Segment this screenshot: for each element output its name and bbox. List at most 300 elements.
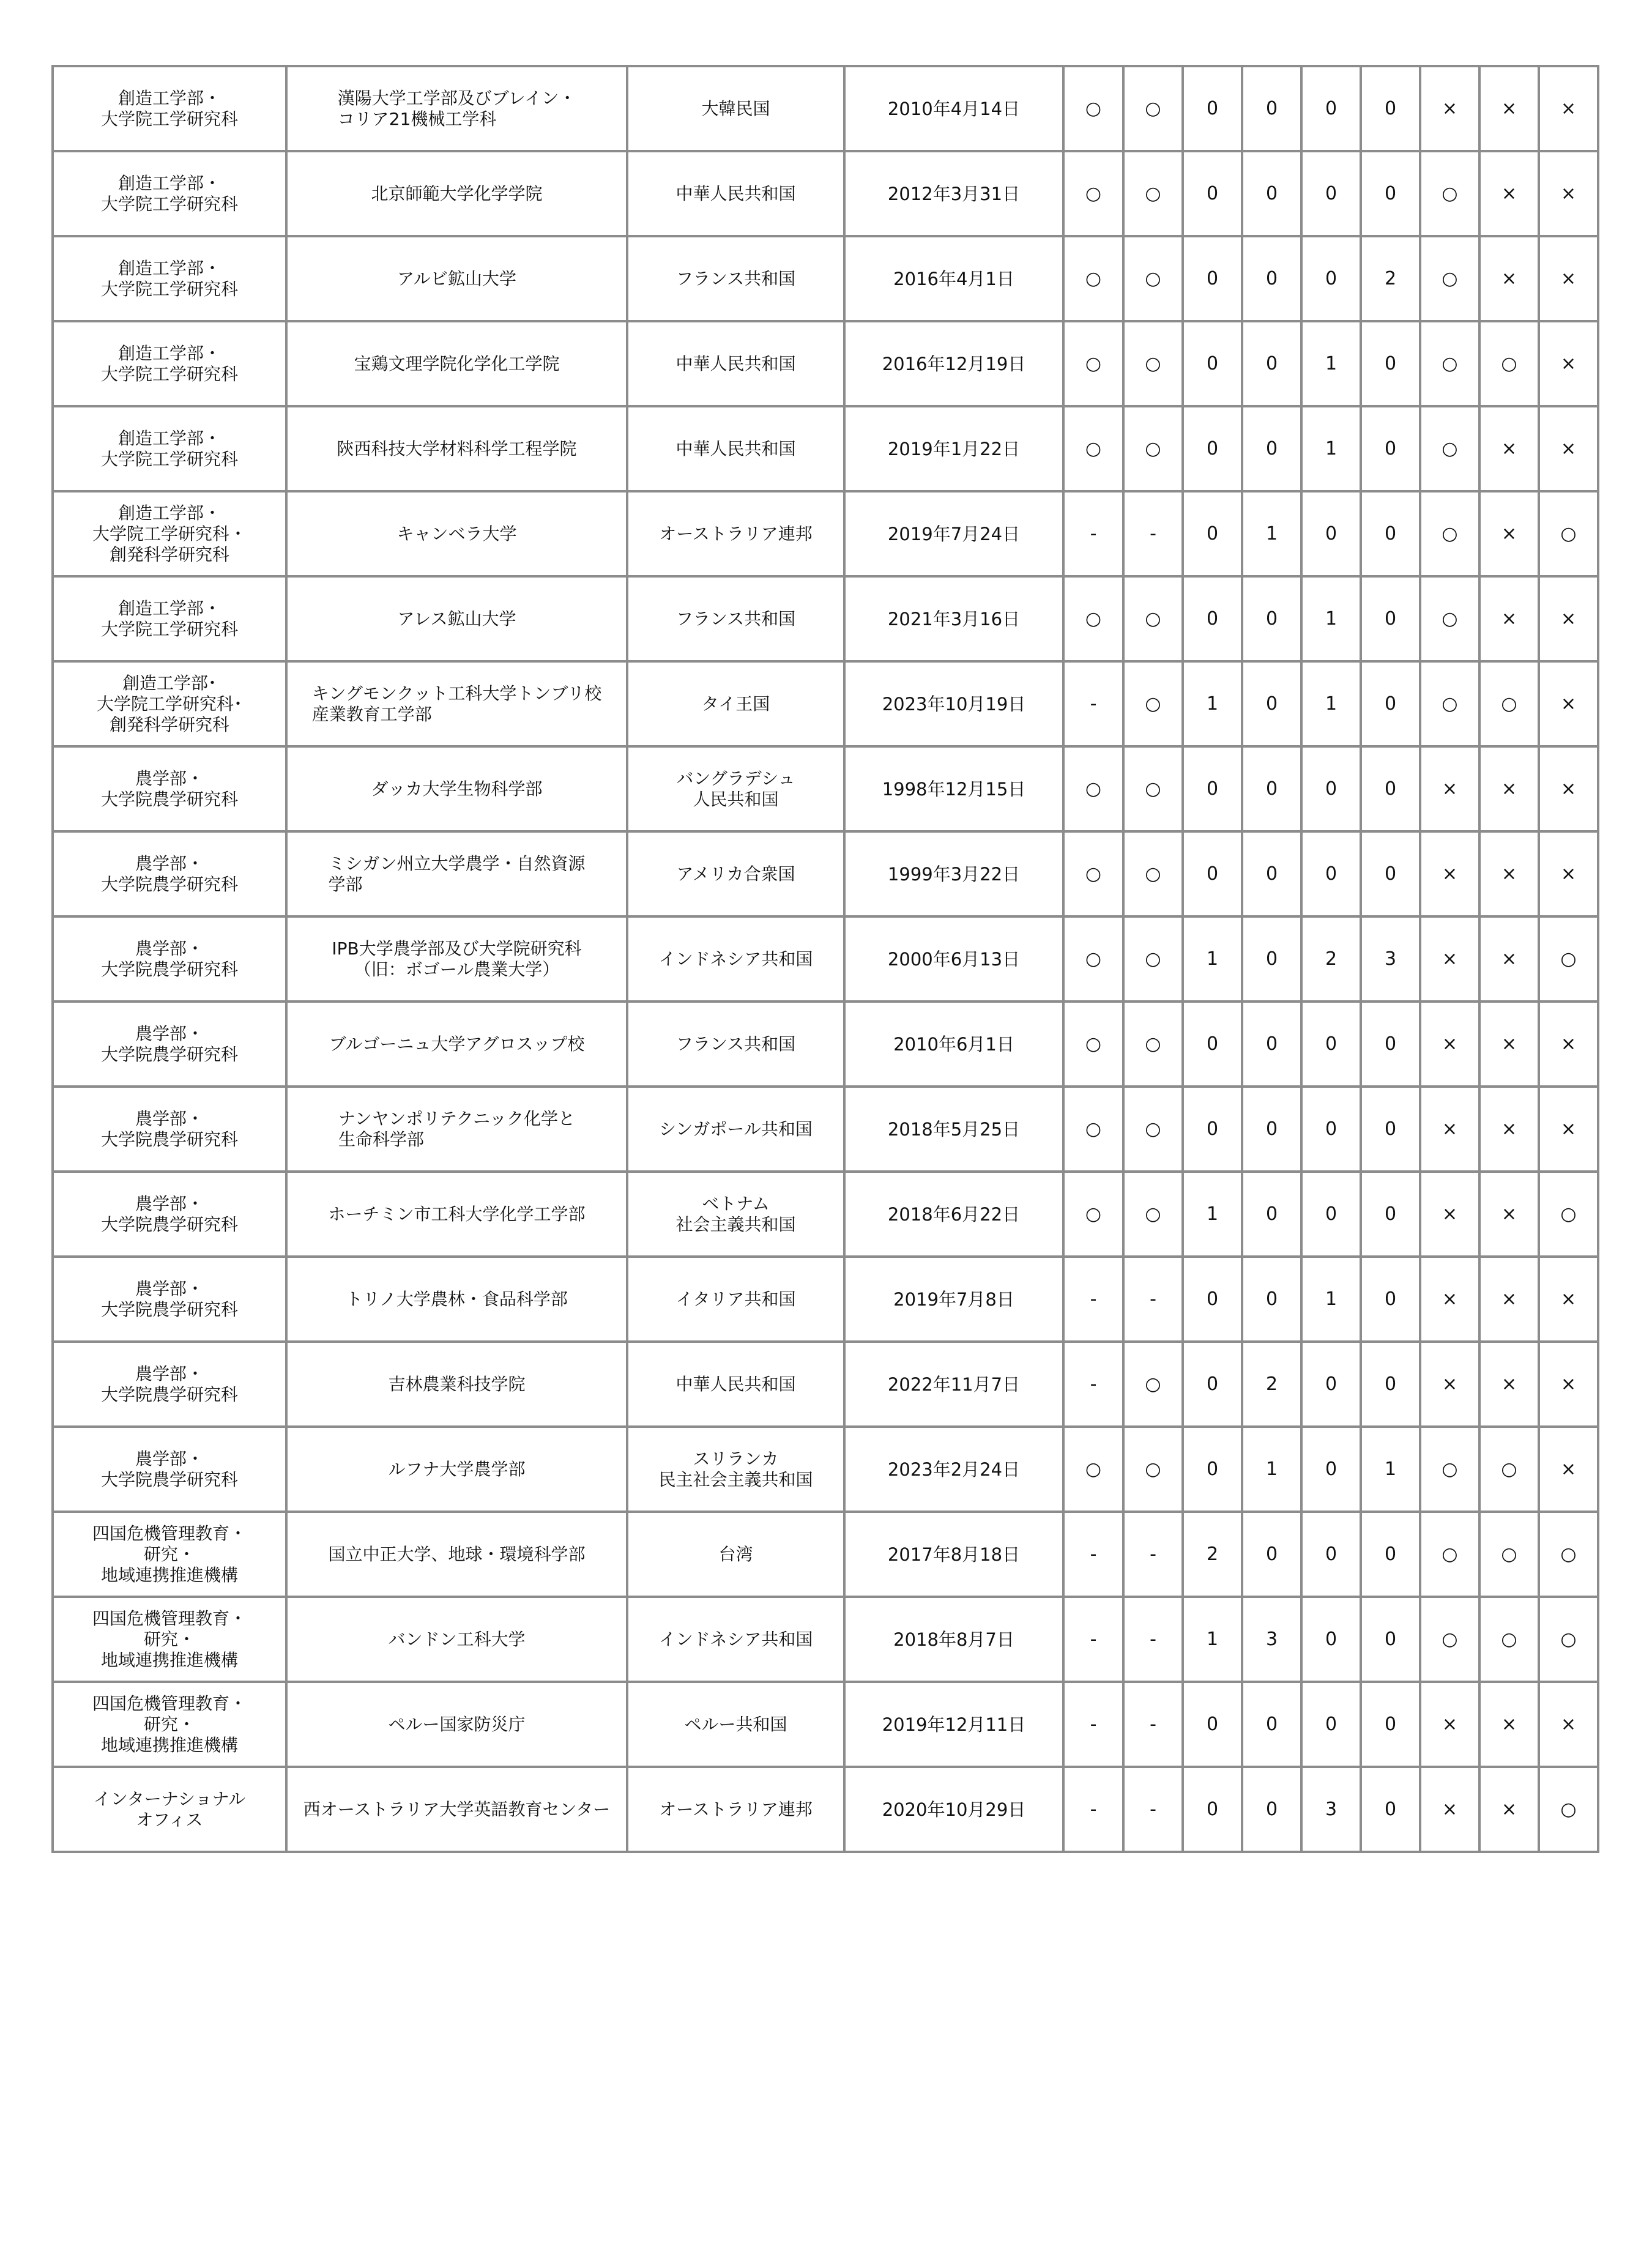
status-mark-cell-2: ○ — [1123, 1087, 1183, 1172]
agreement-date-cell: 2019年1月22日 — [844, 406, 1063, 491]
partner-institution-cell-text: ホーチミン市工科大学化学工学部 — [328, 1203, 586, 1224]
status-mark-cell-4: × — [1479, 1682, 1539, 1767]
partner-institution-cell-text: キャンベラ大学 — [396, 523, 517, 544]
count-cell-2: 1 — [1242, 491, 1301, 576]
department-cell-text: 創造工学部・ 大学院工学研究科・ 創発科学研究科 — [92, 502, 247, 565]
partner-institution-cell — [286, 236, 627, 321]
table-row — [53, 491, 1598, 576]
partner-institution-cell-text: 吉林農業科技学院 — [388, 1373, 526, 1394]
count-cell-2: 0 — [1242, 66, 1301, 151]
status-mark-cell-2: - — [1123, 1512, 1183, 1597]
department-cell-text: 農学部・ 大学院農学研究科 — [100, 938, 238, 979]
status-mark-cell-4: × — [1479, 1087, 1539, 1172]
table-row — [53, 1172, 1598, 1257]
status-mark-cell-1: - — [1063, 1767, 1123, 1852]
count-cell-2: 3 — [1242, 1597, 1301, 1682]
partner-institution-cell — [286, 406, 627, 491]
partner-institution-cell — [286, 1512, 627, 1597]
count-cell-3: 0 — [1301, 66, 1361, 151]
status-mark-cell-4: × — [1479, 1767, 1539, 1852]
count-cell-4: 2 — [1361, 236, 1420, 321]
table-row — [53, 916, 1598, 1002]
department-cell-text: 四国危機管理教育・ 研究・ 地域連携推進機構 — [92, 1608, 247, 1670]
count-cell-4: 0 — [1361, 1767, 1420, 1852]
count-cell-2: 0 — [1242, 151, 1301, 236]
department-cell — [53, 236, 286, 321]
partner-institution-cell — [286, 831, 627, 916]
status-mark-cell-3: × — [1420, 1257, 1479, 1342]
department-cell — [53, 1597, 286, 1682]
count-cell-1: 1 — [1183, 1597, 1242, 1682]
country-cell-text: 台湾 — [718, 1544, 753, 1564]
status-mark-cell-1: ○ — [1063, 1002, 1123, 1087]
department-cell-text: 農学部・ 大学院農学研究科 — [100, 1108, 238, 1150]
count-cell-3: 0 — [1301, 1427, 1361, 1512]
count-cell-4: 0 — [1361, 1512, 1420, 1597]
table-row — [53, 1767, 1598, 1852]
status-mark-cell-3: × — [1420, 1767, 1479, 1852]
country-cell-text: フランス共和国 — [675, 268, 796, 289]
status-mark-cell-2: ○ — [1123, 831, 1183, 916]
partner-institution-cell — [286, 1682, 627, 1767]
count-cell-1: 0 — [1183, 1427, 1242, 1512]
department-cell — [53, 151, 286, 236]
count-cell-2: 0 — [1242, 576, 1301, 661]
count-cell-2: 0 — [1242, 916, 1301, 1002]
status-mark-cell-3: × — [1420, 1682, 1479, 1767]
status-mark-cell-5: × — [1539, 1427, 1598, 1512]
table-row — [53, 1682, 1598, 1767]
agreement-date-cell: 2022年11月7日 — [844, 1342, 1063, 1427]
count-cell-4: 0 — [1361, 1002, 1420, 1087]
partner-institution-cell-text: ナンヤンポリテクニック化学と 生命科学部 — [338, 1108, 575, 1150]
status-mark-cell-1: - — [1063, 661, 1123, 746]
status-mark-cell-1: ○ — [1063, 321, 1123, 406]
partner-institution-cell — [286, 576, 627, 661]
status-mark-cell-3: × — [1420, 1087, 1479, 1172]
status-mark-cell-5: ○ — [1539, 491, 1598, 576]
table-row — [53, 1512, 1598, 1597]
table-row — [53, 746, 1598, 831]
count-cell-1: 0 — [1183, 1342, 1242, 1427]
department-cell — [53, 406, 286, 491]
partner-institution-cell-text: アレス鉱山大学 — [397, 608, 516, 629]
status-mark-cell-4: × — [1479, 236, 1539, 321]
partner-institution-cell — [286, 66, 627, 151]
department-cell-text: 農学部・ 大学院農学研究科 — [100, 768, 238, 809]
partner-institution-cell-text: 宝鶏文理学院化学化工学院 — [354, 353, 560, 374]
country-cell — [627, 916, 844, 1002]
status-mark-cell-3: ○ — [1420, 491, 1479, 576]
table-row — [53, 831, 1598, 916]
count-cell-3: 0 — [1301, 1682, 1361, 1767]
status-mark-cell-1: ○ — [1063, 831, 1123, 916]
status-mark-cell-3: × — [1420, 916, 1479, 1002]
status-mark-cell-1: - — [1063, 1342, 1123, 1427]
agreement-date-cell: 2016年12月19日 — [844, 321, 1063, 406]
count-cell-2: 0 — [1242, 1257, 1301, 1342]
table-row — [53, 321, 1598, 406]
table-row — [53, 1257, 1598, 1342]
country-cell-text: タイ王国 — [701, 693, 770, 714]
department-cell — [53, 1257, 286, 1342]
count-cell-2: 1 — [1242, 1427, 1301, 1512]
status-mark-cell-5: × — [1539, 831, 1598, 916]
count-cell-2: 0 — [1242, 1087, 1301, 1172]
partner-institution-cell — [286, 1597, 627, 1682]
count-cell-3: 0 — [1301, 1087, 1361, 1172]
agreement-date-cell: 2019年7月24日 — [844, 491, 1063, 576]
partner-institution-cell-text: キングモンクット工科大学トンブリ校 産業教育工学部 — [311, 683, 602, 724]
count-cell-3: 2 — [1301, 916, 1361, 1002]
country-cell-text: 中華人民共和国 — [675, 1373, 796, 1394]
country-cell — [627, 1087, 844, 1172]
count-cell-1: 1 — [1183, 916, 1242, 1002]
status-mark-cell-1: ○ — [1063, 576, 1123, 661]
partner-institution-cell — [286, 916, 627, 1002]
partner-institution-cell — [286, 1767, 627, 1852]
status-mark-cell-4: ○ — [1479, 1512, 1539, 1597]
agreement-date-cell: 2000年6月13日 — [844, 916, 1063, 1002]
status-mark-cell-5: ○ — [1539, 1597, 1598, 1682]
partner-institution-cell — [286, 1257, 627, 1342]
count-cell-4: 0 — [1361, 831, 1420, 916]
status-mark-cell-4: × — [1479, 1002, 1539, 1087]
status-mark-cell-2: ○ — [1123, 661, 1183, 746]
count-cell-1: 0 — [1183, 491, 1242, 576]
partner-institution-cell — [286, 491, 627, 576]
count-cell-4: 0 — [1361, 151, 1420, 236]
status-mark-cell-3: × — [1420, 1172, 1479, 1257]
table-row — [53, 151, 1598, 236]
status-mark-cell-4: × — [1479, 1172, 1539, 1257]
count-cell-3: 0 — [1301, 151, 1361, 236]
partner-institution-cell-text: 北京師範大学化学学院 — [371, 183, 543, 204]
country-cell-text: アメリカ合衆国 — [676, 863, 795, 884]
status-mark-cell-5: × — [1539, 236, 1598, 321]
partner-institution-cell — [286, 746, 627, 831]
department-cell — [53, 1512, 286, 1597]
department-cell-text: インターナショナル オフィス — [93, 1788, 246, 1830]
status-mark-cell-5: × — [1539, 406, 1598, 491]
count-cell-4: 3 — [1361, 916, 1420, 1002]
status-mark-cell-5: × — [1539, 321, 1598, 406]
agreement-date-cell: 2017年8月18日 — [844, 1512, 1063, 1597]
status-mark-cell-1: ○ — [1063, 1087, 1123, 1172]
count-cell-4: 0 — [1361, 1172, 1420, 1257]
status-mark-cell-3: ○ — [1420, 406, 1479, 491]
count-cell-3: 1 — [1301, 661, 1361, 746]
country-cell — [627, 236, 844, 321]
status-mark-cell-2: ○ — [1123, 746, 1183, 831]
table-row — [53, 66, 1598, 151]
count-cell-2: 0 — [1242, 1682, 1301, 1767]
country-cell — [627, 576, 844, 661]
country-cell — [627, 1682, 844, 1767]
partner-institution-cell-text: アルビ鉱山大学 — [397, 268, 516, 289]
status-mark-cell-1: - — [1063, 1257, 1123, 1342]
count-cell-3: 1 — [1301, 321, 1361, 406]
status-mark-cell-4: × — [1479, 491, 1539, 576]
partner-institution-cell-text: バンドン工科大学 — [388, 1629, 526, 1649]
status-mark-cell-4: × — [1479, 406, 1539, 491]
status-mark-cell-2: ○ — [1123, 916, 1183, 1002]
table-row — [53, 576, 1598, 661]
country-cell — [627, 321, 844, 406]
count-cell-4: 0 — [1361, 66, 1420, 151]
department-cell — [53, 1342, 286, 1427]
department-cell-text: 四国危機管理教育・ 研究・ 地域連携推進機構 — [92, 1693, 247, 1755]
partner-institution-cell-text: 漢陽大学工学部及びブレイン・ コリア21機械工学科 — [337, 87, 576, 129]
department-cell — [53, 1767, 286, 1852]
agreement-date-cell: 2016年4月1日 — [844, 236, 1063, 321]
agreement-date-cell: 2023年10月19日 — [844, 661, 1063, 746]
count-cell-1: 0 — [1183, 151, 1242, 236]
count-cell-3: 0 — [1301, 831, 1361, 916]
country-cell — [627, 66, 844, 151]
count-cell-2: 0 — [1242, 1767, 1301, 1852]
count-cell-2: 2 — [1242, 1342, 1301, 1427]
status-mark-cell-2: - — [1123, 1257, 1183, 1342]
count-cell-1: 0 — [1183, 1087, 1242, 1172]
status-mark-cell-2: ○ — [1123, 406, 1183, 491]
status-mark-cell-5: × — [1539, 1002, 1598, 1087]
status-mark-cell-4: × — [1479, 831, 1539, 916]
count-cell-2: 0 — [1242, 661, 1301, 746]
count-cell-4: 0 — [1361, 321, 1420, 406]
count-cell-3: 0 — [1301, 236, 1361, 321]
count-cell-1: 0 — [1183, 236, 1242, 321]
status-mark-cell-4: ○ — [1479, 321, 1539, 406]
country-cell-text: バングラデシュ 人民共和国 — [676, 768, 795, 809]
department-cell-text: 四国危機管理教育・ 研究・ 地域連携推進機構 — [92, 1523, 247, 1585]
status-mark-cell-2: ○ — [1123, 576, 1183, 661]
partner-institution-cell — [286, 661, 627, 746]
status-mark-cell-4: × — [1479, 66, 1539, 151]
department-cell — [53, 916, 286, 1002]
department-cell-text: 農学部・ 大学院農学研究科 — [100, 1023, 238, 1065]
status-mark-cell-5: × — [1539, 576, 1598, 661]
count-cell-1: 0 — [1183, 1257, 1242, 1342]
count-cell-1: 2 — [1183, 1512, 1242, 1597]
status-mark-cell-5: × — [1539, 1342, 1598, 1427]
count-cell-1: 0 — [1183, 576, 1242, 661]
status-mark-cell-4: ○ — [1479, 661, 1539, 746]
department-cell — [53, 1427, 286, 1512]
country-cell-text: シンガポール共和国 — [659, 1118, 813, 1139]
department-cell — [53, 576, 286, 661]
table-body — [53, 66, 1598, 1852]
country-cell-text: インドネシア共和国 — [658, 948, 813, 969]
country-cell-text: 大韓民国 — [701, 98, 770, 119]
count-cell-1: 0 — [1183, 406, 1242, 491]
partner-institution-cell-text: ミシガン州立大学農学・自然資源 学部 — [328, 853, 586, 894]
status-mark-cell-1: ○ — [1063, 746, 1123, 831]
count-cell-1: 0 — [1183, 1002, 1242, 1087]
count-cell-4: 0 — [1361, 1342, 1420, 1427]
country-cell-text: インドネシア共和国 — [658, 1629, 813, 1649]
status-mark-cell-5: × — [1539, 746, 1598, 831]
partner-institution-cell — [286, 1342, 627, 1427]
status-mark-cell-3: × — [1420, 1342, 1479, 1427]
status-mark-cell-2: - — [1123, 1597, 1183, 1682]
count-cell-1: 0 — [1183, 1682, 1242, 1767]
status-mark-cell-2: ○ — [1123, 66, 1183, 151]
country-cell — [627, 406, 844, 491]
partner-institution-cell-text: 西オーストラリア大学英語教育センター — [303, 1799, 611, 1819]
table-row — [53, 236, 1598, 321]
status-mark-cell-2: ○ — [1123, 236, 1183, 321]
status-mark-cell-5: ○ — [1539, 1172, 1598, 1257]
department-cell — [53, 661, 286, 746]
status-mark-cell-1: ○ — [1063, 1427, 1123, 1512]
country-cell — [627, 1257, 844, 1342]
agreement-date-cell: 1998年12月15日 — [844, 746, 1063, 831]
department-cell — [53, 491, 286, 576]
table-row — [53, 1087, 1598, 1172]
status-mark-cell-5: × — [1539, 1257, 1598, 1342]
count-cell-2: 0 — [1242, 406, 1301, 491]
count-cell-2: 0 — [1242, 321, 1301, 406]
partner-institution-cell-text: ダッカ大学生物科学部 — [371, 778, 543, 799]
status-mark-cell-3: ○ — [1420, 151, 1479, 236]
agreement-date-cell: 2012年3月31日 — [844, 151, 1063, 236]
status-mark-cell-5: × — [1539, 661, 1598, 746]
agreement-date-cell: 1999年3月22日 — [844, 831, 1063, 916]
status-mark-cell-1: ○ — [1063, 1172, 1123, 1257]
country-cell-text: オーストラリア連邦 — [659, 1799, 813, 1819]
count-cell-4: 0 — [1361, 576, 1420, 661]
status-mark-cell-5: ○ — [1539, 1512, 1598, 1597]
count-cell-4: 0 — [1361, 746, 1420, 831]
count-cell-4: 0 — [1361, 1682, 1420, 1767]
department-cell-text: 創造工学部・ 大学院工学研究科 — [100, 598, 238, 639]
count-cell-2: 0 — [1242, 831, 1301, 916]
status-mark-cell-1: ○ — [1063, 916, 1123, 1002]
partner-institution-cell — [286, 1087, 627, 1172]
country-cell — [627, 746, 844, 831]
partner-institution-cell-text: 陝西科技大学材料科学工程学院 — [337, 438, 577, 459]
partner-institution-cell — [286, 1002, 627, 1087]
count-cell-1: 1 — [1183, 1172, 1242, 1257]
count-cell-4: 0 — [1361, 406, 1420, 491]
status-mark-cell-3: ○ — [1420, 321, 1479, 406]
count-cell-1: 1 — [1183, 661, 1242, 746]
status-mark-cell-1: - — [1063, 491, 1123, 576]
country-cell — [627, 1512, 844, 1597]
country-cell — [627, 831, 844, 916]
status-mark-cell-5: ○ — [1539, 1767, 1598, 1852]
agreement-date-cell: 2019年7月8日 — [844, 1257, 1063, 1342]
agreement-date-cell: 2020年10月29日 — [844, 1767, 1063, 1852]
department-cell-text: 農学部・ 大学院農学研究科 — [100, 853, 238, 894]
country-cell — [627, 1767, 844, 1852]
status-mark-cell-5: × — [1539, 151, 1598, 236]
country-cell — [627, 661, 844, 746]
status-mark-cell-5: × — [1539, 66, 1598, 151]
status-mark-cell-4: × — [1479, 1257, 1539, 1342]
status-mark-cell-1: - — [1063, 1512, 1123, 1597]
partner-institution-cell-text: 国立中正大学、地球・環境科学部 — [328, 1544, 586, 1564]
status-mark-cell-3: ○ — [1420, 661, 1479, 746]
count-cell-4: 1 — [1361, 1427, 1420, 1512]
status-mark-cell-2: ○ — [1123, 321, 1183, 406]
partner-institution-cell-text: IPB大学農学部及び大学院研究科 （旧：ボゴール農業大学） — [332, 938, 582, 979]
status-mark-cell-1: ○ — [1063, 406, 1123, 491]
status-mark-cell-1: - — [1063, 1597, 1123, 1682]
count-cell-3: 0 — [1301, 1172, 1361, 1257]
partner-institution-cell — [286, 1172, 627, 1257]
status-mark-cell-2: - — [1123, 1767, 1183, 1852]
department-cell-text: 農学部・ 大学院農学研究科 — [100, 1278, 238, 1320]
status-mark-cell-3: ○ — [1420, 576, 1479, 661]
count-cell-3: 0 — [1301, 491, 1361, 576]
status-mark-cell-1: ○ — [1063, 151, 1123, 236]
count-cell-3: 0 — [1301, 1597, 1361, 1682]
status-mark-cell-4: ○ — [1479, 1597, 1539, 1682]
status-mark-cell-4: × — [1479, 746, 1539, 831]
agreement-date-cell: 2018年6月22日 — [844, 1172, 1063, 1257]
country-cell — [627, 151, 844, 236]
status-mark-cell-3: × — [1420, 746, 1479, 831]
status-mark-cell-2: ○ — [1123, 1427, 1183, 1512]
department-cell — [53, 1002, 286, 1087]
country-cell — [627, 1427, 844, 1512]
count-cell-3: 0 — [1301, 1002, 1361, 1087]
country-cell-text: フランス共和国 — [675, 1033, 796, 1054]
count-cell-3: 0 — [1301, 1342, 1361, 1427]
status-mark-cell-3: ○ — [1420, 236, 1479, 321]
department-cell-text: 創造工学部･ 大学院工学研究科･ 創発科学研究科 — [96, 672, 242, 735]
department-cell — [53, 1172, 286, 1257]
count-cell-3: 1 — [1301, 406, 1361, 491]
partner-institution-cell-text: ルフナ大学農学部 — [388, 1459, 526, 1479]
partner-institution-cell — [286, 1427, 627, 1512]
agreements-table — [51, 65, 1599, 1853]
partner-institution-cell-text: トリノ大学農林・食品科学部 — [346, 1288, 568, 1309]
status-mark-cell-3: ○ — [1420, 1427, 1479, 1512]
department-cell-text: 創造工学部・ 大学院工学研究科 — [100, 428, 238, 469]
department-cell-text: 農学部・ 大学院農学研究科 — [100, 1448, 238, 1490]
status-mark-cell-1: ○ — [1063, 66, 1123, 151]
department-cell — [53, 746, 286, 831]
agreement-date-cell: 2018年8月7日 — [844, 1597, 1063, 1682]
country-cell-text: イタリア共和国 — [675, 1288, 796, 1309]
count-cell-2: 0 — [1242, 1172, 1301, 1257]
count-cell-3: 1 — [1301, 576, 1361, 661]
status-mark-cell-1: - — [1063, 1682, 1123, 1767]
count-cell-2: 0 — [1242, 1002, 1301, 1087]
status-mark-cell-2: - — [1123, 1682, 1183, 1767]
status-mark-cell-4: ○ — [1479, 1427, 1539, 1512]
country-cell — [627, 1597, 844, 1682]
status-mark-cell-4: × — [1479, 151, 1539, 236]
count-cell-1: 0 — [1183, 1767, 1242, 1852]
status-mark-cell-2: ○ — [1123, 1002, 1183, 1087]
agreement-date-cell: 2010年4月14日 — [844, 66, 1063, 151]
partner-institution-cell — [286, 321, 627, 406]
country-cell-text: スリランカ 民主社会主義共和国 — [658, 1448, 813, 1490]
country-cell — [627, 1172, 844, 1257]
count-cell-2: 0 — [1242, 236, 1301, 321]
department-cell — [53, 66, 286, 151]
department-cell-text: 農学部・ 大学院農学研究科 — [100, 1363, 238, 1405]
table-row — [53, 406, 1598, 491]
count-cell-2: 0 — [1242, 1512, 1301, 1597]
department-cell-text: 創造工学部・ 大学院工学研究科 — [100, 258, 238, 299]
department-cell — [53, 321, 286, 406]
status-mark-cell-3: ○ — [1420, 1597, 1479, 1682]
